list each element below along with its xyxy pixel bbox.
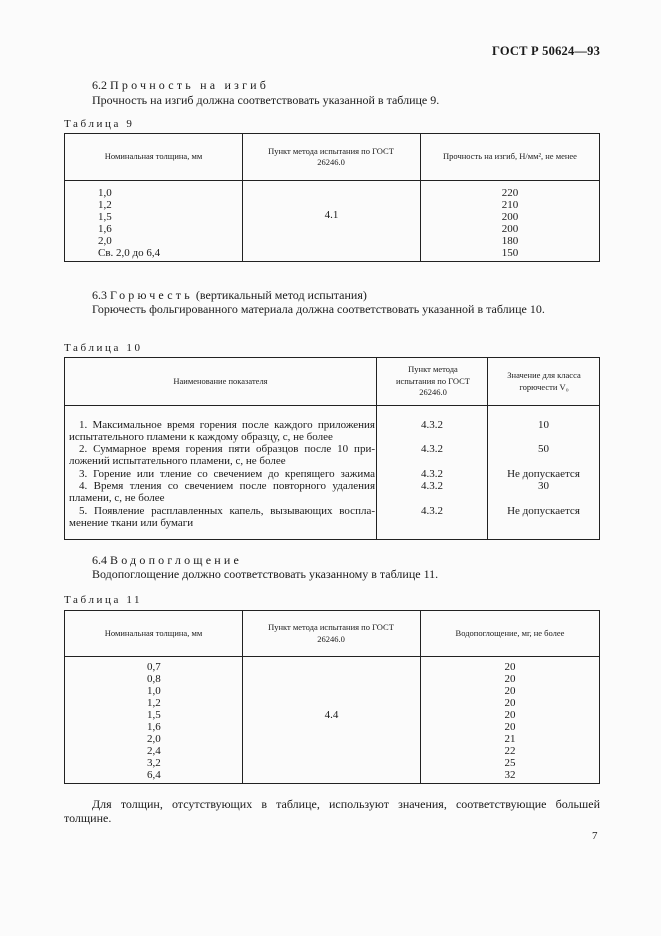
table-11-value-cell: 20	[504, 685, 516, 697]
page-number: 7	[592, 830, 598, 842]
table-11-thickness-cell: 2,4	[147, 745, 161, 757]
table-11-thickness-cell: 0,7	[147, 661, 161, 673]
table-10-row-text-cont: испытательного пламени к каждому образцу, с, не более	[69, 431, 333, 443]
table-10-row-method: 4.3.2	[421, 468, 443, 480]
table-11-thickness-cell: 0,8	[147, 673, 161, 685]
table-9-value-cell: 150	[501, 247, 519, 259]
table-10-row-value: 10	[538, 419, 549, 431]
table-10-header-method: Пункт метода испытания по ГОСТ 26246.0	[395, 364, 471, 398]
table-11-header-water: Водопоглощение, мг, не более	[455, 627, 565, 638]
table-11-value-cell: 20	[504, 673, 516, 685]
note-line-1: Для толщин, отсутствующих в таблице, используют значения, соответствующие большей	[92, 797, 600, 811]
table-10-row-value: Не допускается	[507, 505, 580, 517]
table-9-value-cell: 210	[501, 199, 519, 211]
table-10-header-indicator: Наименование показателя	[173, 375, 268, 386]
table-10-row-text-cont: пламени, с, не более	[69, 492, 165, 504]
table-11-values-column	[421, 661, 599, 781]
section-6-2-text: Прочность на изгиб должна соответствовать указанной в таблице 9.	[92, 93, 440, 107]
table-10-caption: Таблица 10	[64, 342, 143, 354]
table-11-thickness-cell: 1,5	[147, 709, 161, 721]
table-9-value-cell: 180	[501, 235, 519, 247]
table-9-thickness-cell: 2,0	[98, 235, 112, 247]
table-10-row-text-cont: ложений испытательного пламени, с, не более	[69, 455, 286, 467]
table-9-thickness-cell: 1,6	[98, 223, 112, 235]
table-11-thickness-cell: 1,0	[147, 685, 161, 697]
table-11-value-cell: 20	[504, 709, 516, 721]
table-10	[64, 357, 600, 540]
table-11-thickness-cell: 1,2	[147, 697, 161, 709]
table-11-value-cell: 22	[504, 745, 516, 757]
table-11-value-cell: 25	[504, 757, 516, 769]
table-9-thickness-column	[98, 187, 160, 259]
header-divider	[65, 656, 599, 657]
table-9-thickness-cell: 1,5	[98, 211, 112, 223]
section-title: Прочность на изгиб	[110, 78, 270, 92]
table-10-row-text: 2. Суммарное время горения пяти образцов после 10 при-	[79, 443, 375, 455]
table-9-thickness-cell: 1,2	[98, 199, 112, 211]
column-divider	[242, 134, 243, 261]
table-9-thickness-cell: Св. 2,0 до 6,4	[98, 247, 161, 259]
table-11-thickness-cell: 6,4	[147, 769, 161, 781]
section-6-4-heading	[92, 553, 242, 568]
section-6-2-heading	[92, 78, 269, 93]
table-11-caption: Таблица 11	[64, 594, 143, 606]
table-9-header-strength: Прочность на изгиб, Н/мм², не менее	[443, 151, 577, 162]
table-9-method: 4.1	[324, 209, 339, 221]
section-title: Горючесть	[110, 288, 193, 302]
table-10-row-text: 1. Максимальное время горения после каждого приложения	[79, 419, 375, 431]
section-number: 6.4	[92, 553, 107, 567]
header-divider	[65, 405, 599, 406]
table-11-value-cell: 32	[504, 769, 516, 781]
table-9-value-cell: 200	[501, 223, 519, 235]
table-9-value-cell: 220	[501, 187, 519, 199]
table-11-header-thickness: Номинальная толщина, мм	[104, 627, 203, 638]
table-11-value-cell: 20	[504, 697, 516, 709]
table-10-row-method: 4.3.2	[421, 443, 443, 455]
table-11-thickness-cell: 3,2	[147, 757, 161, 769]
table-9-value-cell: 200	[501, 211, 519, 223]
table-10-row-value: Не допускается	[507, 468, 580, 480]
table-10-row-value: 50	[538, 443, 549, 455]
table-9-header-method: Пункт метода испытания по ГОСТ 26246.0	[268, 145, 394, 167]
table-10-row-text: 5. Появление расплавленных капель, вызывающих воспла-	[79, 505, 375, 517]
table-10-row-text-cont: менение ткани или бумаги	[69, 517, 194, 529]
section-number: 6.2	[92, 78, 107, 92]
note-line-2: толщине.	[64, 811, 112, 825]
table-10-row-text: 4. Время тления со свечением после повторного удаления	[79, 480, 375, 492]
table-11-thickness-cell: 1,6	[147, 721, 161, 733]
table-10-row-method: 4.3.2	[421, 480, 443, 492]
table-11-method: 4.4	[324, 709, 339, 721]
header-divider	[65, 180, 599, 181]
table-10-header-value: Значение для класса горючести V₀	[507, 370, 581, 392]
section-6-3-text: Горючесть фольгированного материала должна соответствовать указанной в таблице 10.	[92, 302, 545, 316]
section-subtitle: (вертикальный метод испытания)	[195, 288, 367, 302]
table-9	[64, 133, 600, 262]
table-10-row-text: 3. Горение или тление со свечением до крепящего зажима	[79, 468, 375, 480]
table-11-thickness-column	[147, 661, 161, 781]
table-9-caption: Таблица 9	[64, 118, 135, 130]
table-9-thickness-cell: 1,0	[98, 187, 112, 199]
section-6-4-text: Водопоглощение должно соответствовать указанному в таблице 11.	[92, 567, 439, 581]
table-11-value-cell: 21	[504, 733, 516, 745]
table-11-thickness-cell: 2,0	[147, 733, 161, 745]
document-header: ГОСТ Р 50624—93	[492, 44, 601, 58]
table-9-values-column	[421, 187, 599, 259]
table-11-value-cell: 20	[504, 661, 516, 673]
column-divider	[242, 611, 243, 783]
section-6-3-heading	[92, 288, 367, 303]
section-number: 6.3	[92, 288, 107, 302]
table-10-row-method: 4.3.2	[421, 505, 443, 517]
table-11	[64, 610, 600, 784]
table-11-header-method: Пункт метода испытания по ГОСТ 26246.0	[268, 622, 394, 644]
table-10-row-value: 30	[538, 480, 549, 492]
table-11-value-cell: 20	[504, 721, 516, 733]
table-10-row-method: 4.3.2	[421, 419, 443, 431]
section-title: Водопоглощение	[110, 553, 243, 567]
table-9-header-thickness: Номинальная толщина, мм	[104, 151, 203, 162]
